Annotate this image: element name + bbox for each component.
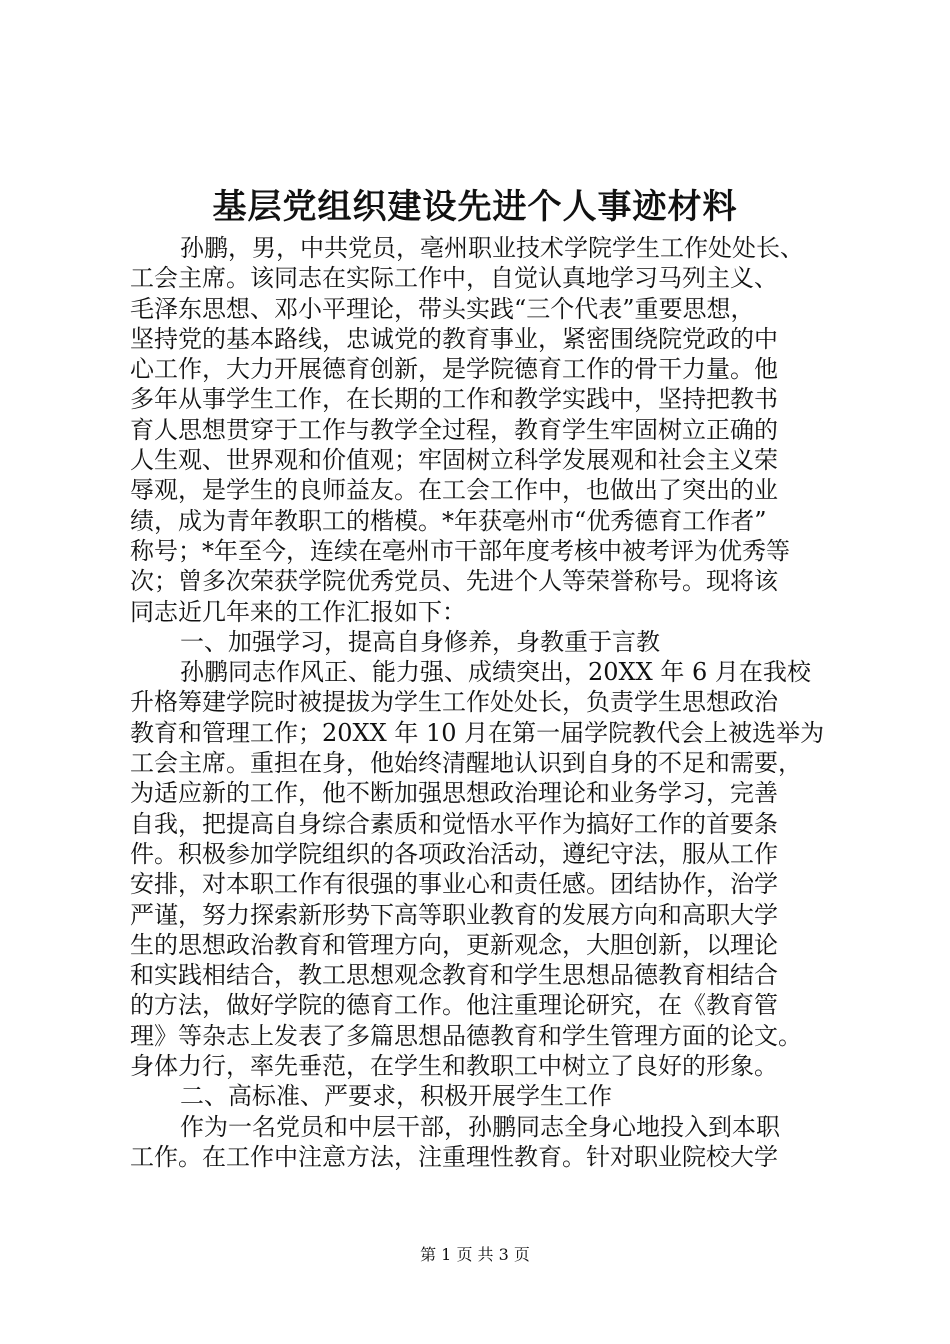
paragraph-line: 绩，成为青年教职工的楷模。*年获亳州市“优秀德育工作者”	[130, 506, 767, 535]
paragraph-line: 作为一名党员和中层干部，孙鹏同志全身心地投入到本职	[180, 1112, 780, 1141]
paragraph-line: 多年从事学生工作，在长期的工作和教学实践中，坚持把教书	[130, 385, 778, 414]
paragraph-line: 和实践相结合，教工思想观念教育和学生思想品德教育相结合	[130, 961, 778, 990]
paragraph-line: 的方法，做好学院的德育工作。他注重理论研究，在《教育管	[130, 991, 778, 1020]
paragraph-line: 生的思想政治教育和管理方向，更新观念，大胆创新，以理论	[130, 930, 778, 959]
paragraph-line: 育人思想贯穿于工作与教学全过程，教育学生牢固树立正确的	[130, 415, 778, 444]
paragraph-line: 严谨，努力探索新形势下高等职业教育的发展方向和高职大学	[130, 900, 778, 929]
paragraph-line: 孙鹏，男，中共党员，亳州职业技术学院学生工作处处长、	[180, 234, 804, 262]
paragraph-line: 理》等杂志上发表了多篇思想品德教育和学生管理方面的论文。	[130, 1021, 802, 1050]
paragraph-line: 工会主席。重担在身，他始终清醒地认识到自身的不足和需要，	[130, 749, 802, 778]
paragraph-line: 身体力行，率先垂范，在学生和教职工中树立了良好的形象。	[130, 1052, 778, 1081]
paragraph-line: 教育和管理工作；20XX 年 10 月在第一届学院教代会上被选举为	[130, 718, 825, 747]
document-body	[130, 233, 845, 1172]
paragraph-line: 自我，把提高自身综合素质和觉悟水平作为搞好工作的首要条	[130, 809, 778, 838]
paragraph-line: 安排，对本职工作有很强的事业心和责任感。团结协作，治学	[130, 870, 778, 899]
paragraph-line: 心工作，大力开展德育创新，是学院德育工作的骨干力量。他	[130, 355, 778, 384]
paragraph-line: 毛泽东思想、邓小平理论，带头实践“三个代表”重要思想，	[130, 294, 755, 323]
page-number-footer: 第 1 页 共 3 页	[420, 1245, 530, 1264]
paragraph-line: 坚持党的基本路线，忠诚党的教育事业，紧密围绕院党政的中	[130, 324, 778, 353]
paragraph-line: 同志近几年来的工作汇报如下：	[130, 597, 466, 626]
paragraph-line: 孙鹏同志作风正、能力强、成绩突出，20XX 年 6 月在我校	[180, 658, 811, 687]
section-heading: 一、加强学习，提高自身修养，身教重于言教	[180, 627, 660, 656]
paragraph-line: 工作。在工作中注意方法，注重理性教育。针对职业院校大学	[130, 1142, 778, 1171]
paragraph-line: 次；曾多次荣获学院优秀党员、先进个人等荣誉称号。现将该	[130, 567, 778, 596]
paragraph-line: 称号；*年至今，连续在亳州市干部年度考核中被考评为优秀等	[130, 536, 790, 565]
paragraph-line: 为适应新的工作，他不断加强思想政治理论和业务学习，完善	[130, 779, 778, 808]
paragraph-line: 工会主席。该同志在实际工作中，自觉认真地学习马列主义、	[130, 264, 778, 293]
paragraph-line: 件。积极参加学院组织的各项政治活动，遵纪守法，服从工作	[130, 839, 778, 868]
section-heading: 二、高标准、严要求，积极开展学生工作	[180, 1082, 612, 1111]
paragraph-line: 辱观，是学生的良师益友。在工会工作中，也做出了突出的业	[130, 476, 778, 505]
paragraph-line: 升格筹建学院时被提拔为学生工作处处长，负责学生思想政治	[130, 688, 778, 717]
paragraph-line: 人生观、世界观和价值观；牢固树立科学发展观和社会主义荣	[130, 446, 778, 475]
document-title: 基层党组织建设先进个人事迹材料	[212, 187, 738, 227]
